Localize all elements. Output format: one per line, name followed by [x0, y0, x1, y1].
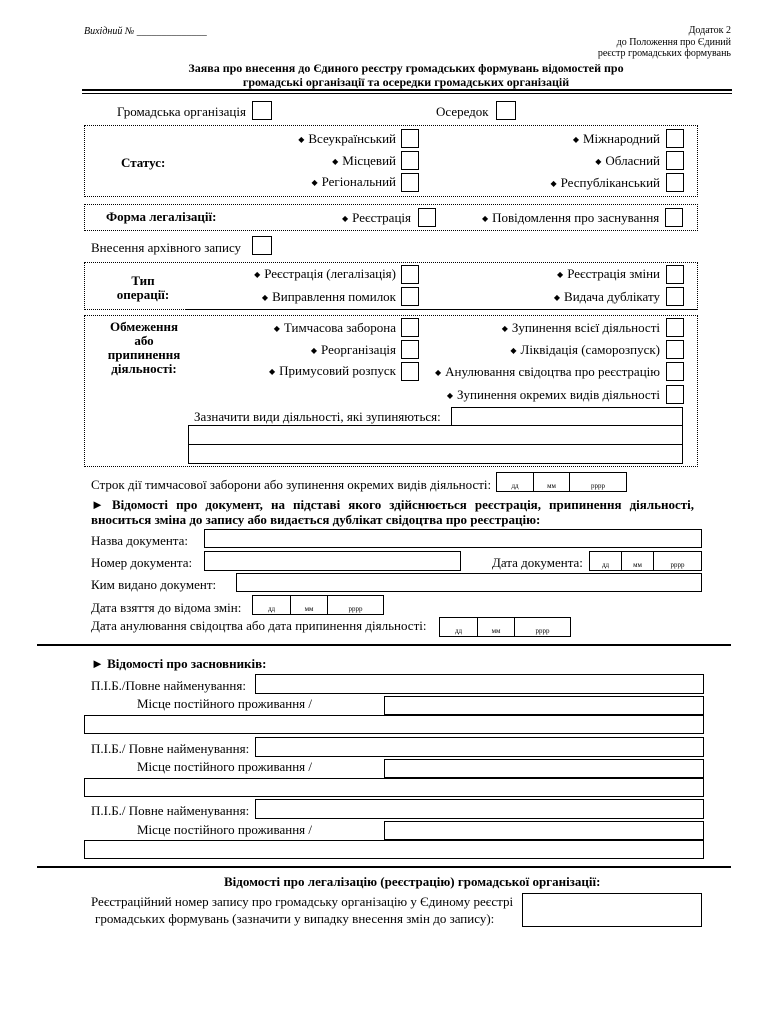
founder-2-address-input[interactable] — [84, 778, 704, 797]
document-date-yyyy: рррр — [670, 561, 685, 569]
document-name-label: Назва документа: — [91, 533, 189, 548]
annul-date-dd: дд — [440, 618, 478, 636]
restriction-option-liquidation: ◆ Ліквідація (саморозпуск) — [510, 342, 660, 359]
document-date-mm: мм — [622, 552, 654, 570]
title-line-1: Заява про внесення до Єдиного реєстру громадських формувань відомостей про — [188, 61, 624, 75]
operation-duplicate-checkbox[interactable] — [666, 287, 684, 306]
status-option-oblast: ◆ Обласний — [595, 153, 660, 170]
section-divider-1 — [37, 644, 731, 646]
founder-3-address-input[interactable] — [84, 840, 704, 859]
operation-label-line-1: Тип — [131, 273, 155, 288]
founder-3-name-label: П.І.Б./ Повне найменування: — [91, 803, 250, 818]
legalization-option-notification: ◆ Повідомлення про заснування — [482, 210, 659, 227]
term-date-yyyy: рррр — [591, 482, 605, 490]
restriction-partial-suspension-checkbox[interactable] — [666, 385, 684, 404]
document-number-input[interactable] — [204, 551, 461, 571]
term-date-field[interactable] — [496, 472, 627, 492]
document-annul-date-field[interactable] — [439, 617, 571, 637]
document-number-label: Номер документа: — [91, 555, 193, 570]
restriction-option-certificate-annulment: ◆ Анулювання свідоцтва про реєстрацію — [435, 364, 660, 381]
outgoing-number: Вихідний № ______________ — [84, 26, 207, 37]
archive-label: Внесення архівного запису — [91, 240, 242, 255]
status-local-checkbox[interactable] — [401, 151, 419, 170]
title-rule-thin — [82, 93, 732, 94]
activities-field-3[interactable] — [188, 444, 683, 464]
restriction-forced-dissolution-checkbox[interactable] — [401, 362, 419, 381]
status-oblast-checkbox[interactable] — [666, 151, 684, 170]
operation-option-registration: ◆ Реєстрація (легалізація) — [254, 266, 396, 283]
founder-1-residence-label: Місце постійного проживання / — [137, 696, 312, 711]
founder-2-residence-input[interactable] — [384, 759, 704, 778]
legalization-registration-checkbox[interactable] — [418, 208, 436, 227]
restriction-label-3: припинення — [107, 347, 181, 362]
term-date-dd: дд — [497, 473, 534, 491]
restriction-option-reorganization: ◆ Реорганізація — [311, 342, 396, 359]
taken-date-yyyy: рррр — [348, 605, 363, 613]
activities-specify-label: Зазначити види діяльності, які зупиняються: — [194, 409, 441, 424]
archive-checkbox[interactable] — [252, 236, 272, 255]
section-divider-2 — [37, 866, 731, 868]
cell-checkbox[interactable] — [496, 101, 516, 120]
restriction-label-1: Обмеження — [109, 319, 178, 334]
founder-2-name-input[interactable] — [255, 737, 704, 757]
operation-option-error-fix: ◆ Виправлення помилок — [262, 289, 396, 306]
status-option-all-ukrainian: ◆ Всеукраїнський — [298, 131, 396, 148]
operation-label-line-2: операції: — [116, 287, 170, 302]
taken-date-mm: мм — [291, 596, 328, 614]
founder-3-residence-input[interactable] — [384, 821, 704, 840]
document-annul-label: Дата анулювання свідоцтва або дата припинення діяльності: — [91, 618, 427, 633]
public-org-checkbox[interactable] — [252, 101, 272, 120]
operation-underline — [186, 309, 697, 310]
restriction-option-full-suspension: ◆ Зупинення всієї діяльності — [502, 320, 660, 337]
legalization-notification-checkbox[interactable] — [665, 208, 683, 227]
document-heading-line-1: ► Відомості про документ, на підставі якого здійснюється реєстрація, припинення діяльності, — [91, 497, 694, 512]
registration-text-line-1: Реєстраційний номер запису про громадську організацію у Єдиному реєстрі — [91, 894, 514, 909]
founder-1-residence-input[interactable] — [384, 696, 704, 715]
founder-1-name-input[interactable] — [255, 674, 704, 694]
status-option-local: ◆ Місцевий — [332, 153, 396, 170]
document-date-label: Дата документа: — [492, 555, 583, 570]
founder-2-name-label: П.І.Б./ Повне найменування: — [91, 741, 250, 756]
restriction-option-partial-suspension: ◆ Зупинення окремих видів діяльності — [447, 387, 660, 404]
founder-3-name-input[interactable] — [255, 799, 704, 819]
legalization-label: Форма легалізації: — [106, 209, 217, 224]
registration-text-line-2: громадських формувань (зазначити у випадку внесення змін до запису): — [95, 911, 495, 926]
document-date-dd: дд — [590, 552, 622, 570]
appendix-line-3: реєстр громадських формувань — [597, 48, 731, 59]
term-label: Строк дії тимчасової заборони або зупинення окремих видів діяльності: — [91, 477, 492, 492]
document-issuer-label: Ким видано документ: — [91, 577, 217, 592]
public-org-label: Громадська організація — [117, 104, 246, 119]
restriction-temporary-ban-checkbox[interactable] — [401, 318, 419, 337]
status-republican-checkbox[interactable] — [666, 173, 684, 192]
founder-2-residence-label: Місце постійного проживання / — [137, 759, 312, 774]
taken-date-dd: дд — [253, 596, 291, 614]
operation-error-fix-checkbox[interactable] — [401, 287, 419, 306]
status-regional-checkbox[interactable] — [401, 173, 419, 192]
operation-change-checkbox[interactable] — [666, 265, 684, 284]
legalization-option-registration: ◆ Реєстрація — [342, 210, 411, 227]
restriction-option-temporary-ban: ◆ Тимчасова заборона — [274, 320, 396, 337]
activities-field-2[interactable] — [188, 425, 683, 445]
restriction-liquidation-checkbox[interactable] — [666, 340, 684, 359]
annul-date-yyyy: рррр — [535, 627, 550, 635]
registration-heading: Відомості про легалізацію (реєстрацію) громадської організації: — [224, 874, 601, 889]
status-all-ukrainian-checkbox[interactable] — [401, 129, 419, 148]
document-taken-label: Дата взяття до відома змін: — [91, 600, 242, 615]
operation-registration-checkbox[interactable] — [401, 265, 419, 284]
appendix-line-2: до Положення про Єдиний — [616, 37, 731, 48]
document-issuer-input[interactable] — [236, 573, 702, 592]
cell-label: Осередок — [436, 104, 489, 119]
founders-heading: ► Відомості про засновників: — [91, 656, 267, 671]
document-taken-date-field[interactable] — [252, 595, 384, 615]
document-heading-line-2: вноситься зміна до запису або видається дублікат свідоцтва про реєстрацію: — [91, 512, 541, 527]
document-name-input[interactable] — [204, 529, 702, 548]
status-option-international: ◆ Міжнародний — [573, 131, 660, 148]
restriction-option-forced-dissolution: ◆ Примусовий розпуск — [269, 363, 396, 380]
title-line-2: громадські організації та осередки громадських організацій — [242, 75, 570, 89]
appendix-line-1: Додаток 2 — [688, 25, 731, 36]
document-date-field[interactable] — [589, 551, 702, 571]
registration-number-input[interactable] — [522, 893, 702, 927]
operation-option-duplicate: ◆ Видача дублікату — [554, 289, 660, 306]
founder-3-residence-label: Місце постійного проживання / — [137, 822, 312, 837]
restriction-full-suspension-checkbox[interactable] — [666, 318, 684, 337]
restriction-label-2: або — [134, 333, 154, 348]
restriction-reorganization-checkbox[interactable] — [401, 340, 419, 359]
activities-field-1[interactable] — [451, 407, 683, 426]
status-label: Статус: — [121, 155, 166, 170]
founder-1-name-label: П.І.Б./Повне найменування: — [91, 678, 246, 693]
status-option-regional: ◆ Регіональний — [311, 174, 396, 191]
status-option-republican: ◆ Республіканський — [550, 175, 660, 192]
term-date-mm: мм — [534, 473, 570, 491]
founder-1-address-input[interactable] — [84, 715, 704, 734]
operation-option-change: ◆ Реєстрація зміни — [557, 266, 660, 283]
annul-date-mm: мм — [478, 618, 515, 636]
restriction-certificate-annulment-checkbox[interactable] — [666, 362, 684, 381]
status-international-checkbox[interactable] — [666, 129, 684, 148]
title-rule — [82, 89, 732, 91]
restriction-label-4: діяльності: — [111, 361, 177, 376]
